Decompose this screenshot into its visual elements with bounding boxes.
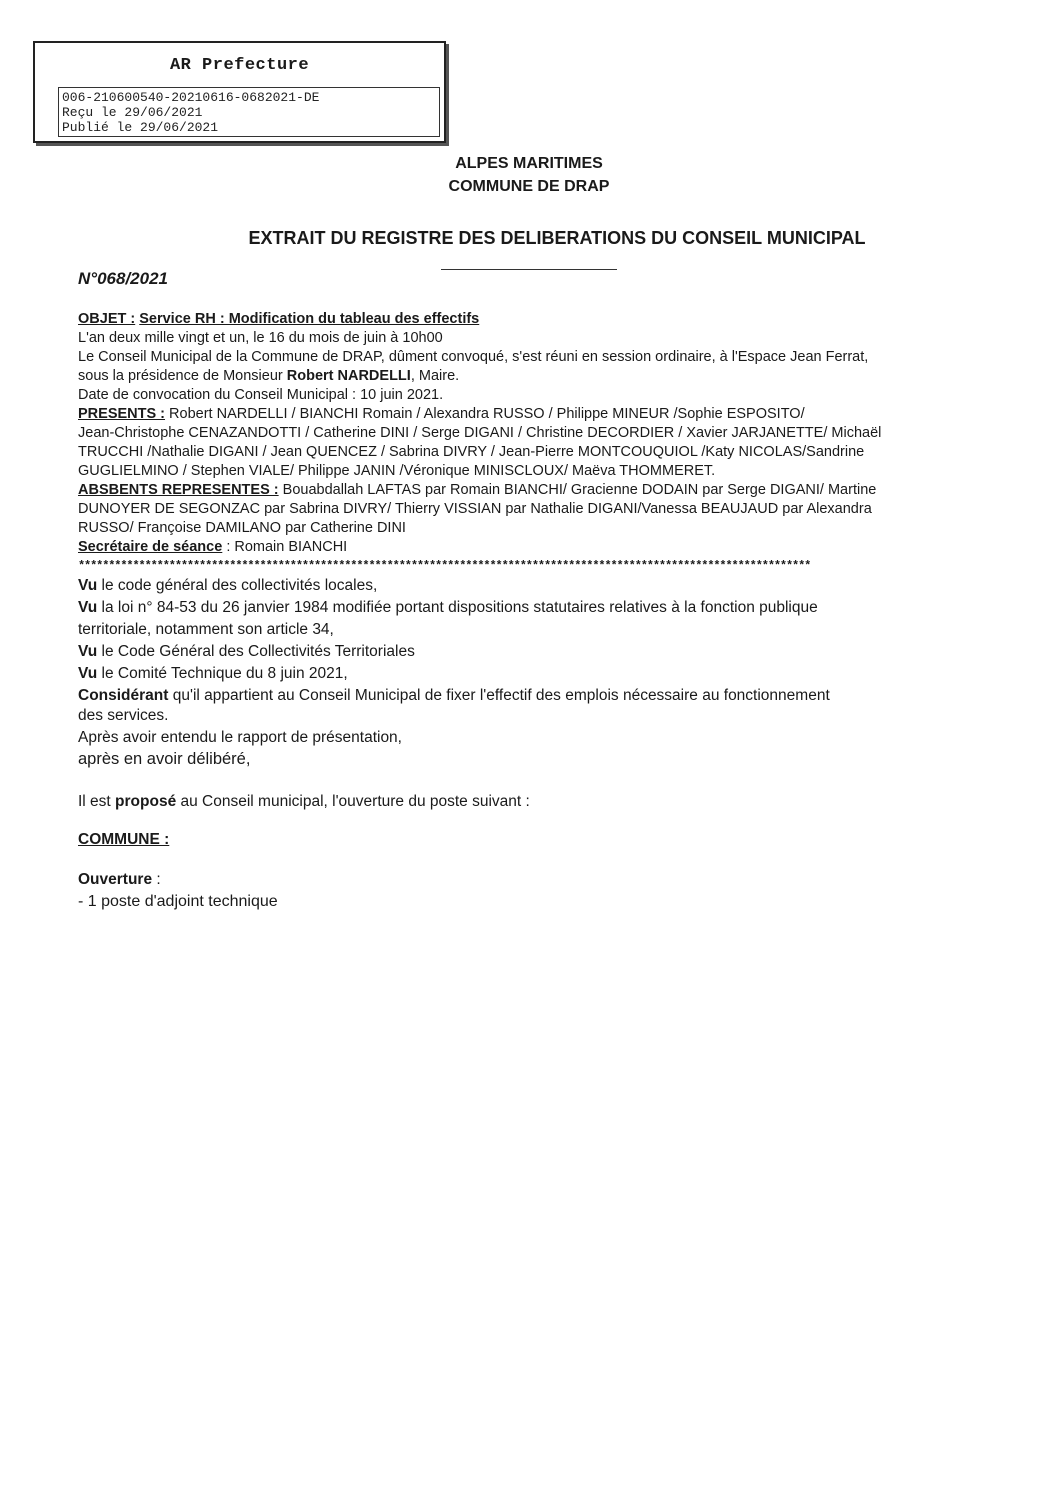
proposal-bold: proposé	[115, 793, 177, 810]
department-heading: ALPES MARITIMES	[455, 155, 603, 172]
stamp-published-date: Publié le 29/06/2021	[62, 120, 219, 135]
visa-4-text: le Comité Technique du 8 juin 2021,	[97, 665, 348, 682]
absents-line-3: RUSSO/ Françoise DAMILANO par Catherine DINI	[78, 520, 406, 536]
commune-heading: COMMUNE DE DRAP	[448, 178, 610, 195]
visa-2-text: la loi n° 84-53 du 26 janvier 1984 modifiée portant dispositions statutaires relatives à la fonction publique	[97, 599, 818, 616]
presents-line-1	[78, 405, 805, 423]
rapport-line: Après avoir entendu le rapport de présentation,	[78, 729, 402, 746]
presents-line-4: GUGLIELMINO / Stephen VIALE/ Philippe JANIN /Véronique MINISCLOUX/ Maëva THOMMERET.	[78, 463, 716, 479]
convocation-date: Date de convocation du Conseil Municipal : 10 juin 2021.	[78, 387, 444, 403]
absents-line-2: DUNOYER DE SEGONZAC par Sabrina DIVRY/ Thierry VISSIAN par Nathalie DIGANI/Vanessa BEAUJAUD par Alexandra	[78, 501, 872, 517]
absents-text-1: Bouabdallah LAFTAS par Romain BIANCHI/ Gracienne DODAIN par Serge DIGANI/ Martine	[278, 482, 877, 498]
secretaire-line	[78, 538, 347, 556]
presents-line-2: Jean-Christophe CENAZANDOTTI / Catherine DINI / Serge DIGANI / Christine DECORDIER / Xavier JARJANETTE/ Michaël	[78, 425, 882, 441]
proposal-suffix: au Conseil municipal, l'ouverture du poste suivant :	[176, 793, 530, 810]
ouverture-line	[78, 870, 161, 890]
absents-line-1	[78, 481, 876, 499]
considerant-text: qu'il appartient au Conseil Municipal de fixer l'effectif des emplois nécessaire au fonctionnement	[168, 687, 830, 704]
commune-section-label: COMMUNE :	[78, 831, 170, 848]
secretaire-label: Secrétaire de séance	[78, 539, 223, 555]
ouverture-label: Ouverture	[78, 871, 153, 888]
session-line-2	[78, 367, 459, 385]
mayor-name: Robert NARDELLI	[286, 368, 411, 384]
visa-1	[78, 576, 377, 596]
objet-text: Service RH : Modification du tableau des effectifs	[139, 311, 480, 327]
absents-label: ABSBENTS REPRESENTES :	[78, 482, 279, 498]
stamp-received-date: Reçu le 29/06/2021	[62, 105, 203, 120]
vu-label: Vu	[78, 577, 98, 594]
stamp-details-box	[58, 87, 440, 137]
title-divider	[441, 269, 617, 270]
session-line-2-prefix: sous la présidence de Monsieur	[78, 368, 287, 384]
visa-1-text: le code général des collectivités locales,	[97, 577, 378, 594]
session-line-2-suffix: , Maire.	[410, 368, 460, 384]
delibere-line: après en avoir délibéré,	[78, 750, 251, 768]
proposal-prefix: Il est	[78, 793, 116, 810]
session-line-1: Le Conseil Municipal de la Commune de DRAP, dûment convoqué, s'est réuni en session ordinaire, à l'Espace Jean Ferrat,	[78, 349, 869, 365]
session-date: L'an deux mille vingt et un, le 16 du mois de juin à 10h00	[78, 330, 443, 346]
considerant-continued: des services.	[78, 707, 169, 724]
considerant-label: Considérant	[78, 687, 169, 704]
deliberation-number: N°068/2021	[78, 269, 168, 288]
vu-label: Vu	[78, 599, 98, 616]
visa-3-text: le Code Général des Collectivités Territoriales	[97, 643, 415, 660]
visa-2-continued: territoriale, notamment son article 34,	[78, 621, 334, 638]
stamp-title: AR Prefecture	[169, 56, 310, 75]
objet-line	[78, 310, 479, 328]
objet-label: OBJET :	[78, 311, 136, 327]
document-title: EXTRAIT DU REGISTRE DES DELIBERATIONS DU CONSEIL MUNICIPAL	[248, 228, 866, 248]
presents-label: PRESENTS :	[78, 406, 166, 422]
presents-line-3: TRUCCHI /Nathalie DIGANI / Jean QUENCEZ / Sabrina DIVRY / Jean-Pierre MONTCOUQUIOL /Katy NICOLAS/Sandrine	[78, 444, 865, 460]
presents-text-1: Robert NARDELLI / BIANCHI Romain / Alexandra RUSSO / Philippe MINEUR /Sophie ESPOSITO/	[165, 406, 805, 422]
ar-prefecture-stamp	[33, 41, 446, 143]
considerant	[78, 686, 830, 706]
visa-4	[78, 664, 348, 684]
visa-2	[78, 598, 818, 618]
vu-label: Vu	[78, 643, 98, 660]
vu-label: Vu	[78, 665, 98, 682]
visa-3	[78, 642, 415, 662]
stamp-reference: 006-210600540-20210616-0682021-DE	[62, 90, 320, 105]
ouverture-colon: :	[152, 871, 161, 888]
separator-line: *************************************************************************************************************************	[78, 559, 811, 573]
poste-item: - 1 poste d'adjoint technique	[78, 893, 278, 910]
secretaire-name: : Romain BIANCHI	[222, 539, 348, 555]
proposal-line	[78, 792, 530, 812]
